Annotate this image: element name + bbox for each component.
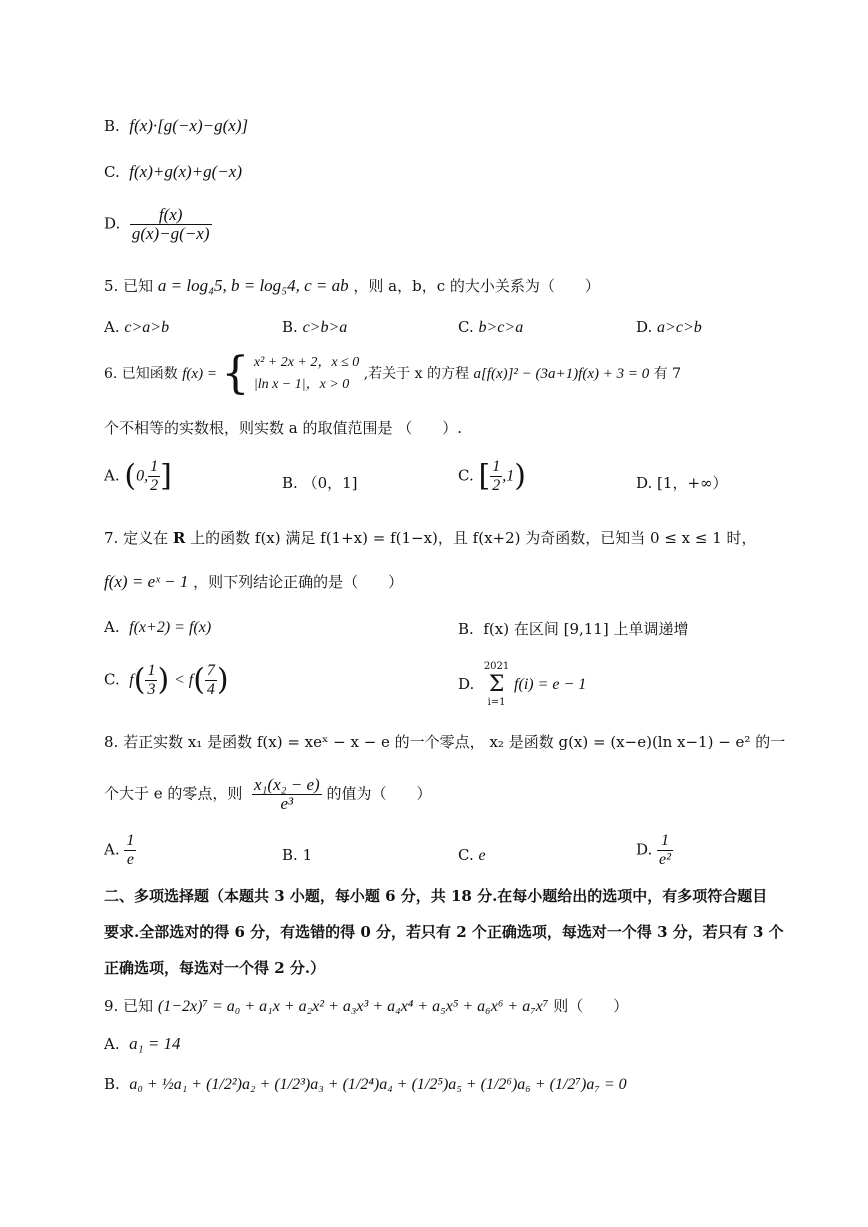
q6-piecewise: x² + 2x + 2，x ≤ 0 |ln x − 1|，x > 0 <box>253 355 360 392</box>
q5-option-c: C. b>c>a <box>458 318 524 336</box>
q8-stem-line2: 个大于 e 的零点，则 $\frac{\text{x₁(x₂ − e)}}{\text{e³}}$ 的值为（ ） <box>104 775 432 813</box>
q5-stem: 5. 已知 a = log₄5, b = log₅4, c = ab ，则 a，b，c 的大小关系为（ ） <box>104 276 600 295</box>
q7-option-d: D. 2021 Σ i=1 f(i) = e − 1 <box>458 661 587 708</box>
q6-equation: a[f(x)]² − (3a+1)f(x) + 3 = 0 <box>473 366 650 382</box>
q8-option-b: B. 1 <box>282 846 313 864</box>
section2-heading-line1: 二、多项选择题（本题共 3 小题，每小题 6 分，共 18 分.在每小题给出的选项中，有多项符合题目 <box>104 887 768 905</box>
q8-fraction: $\frac{\text{x₁(x₂ − e)}}{\text{e³}}$ <box>253 775 320 813</box>
section2-heading-line2: 要求.全部选对的得 6 分，有选错的得 0 分，若只有 2 个正确选项，每选对一个得 3 分，若只有 3 个 <box>104 923 784 941</box>
q7-option-c: C. f( $\frac{1}{3}$ ) < f( $\frac{7}{4}$ ) <box>104 662 229 698</box>
q4-option-b-expr: f(x)·[g(−x)−g(x)] <box>129 116 249 135</box>
q9-stem: 9. 已知 (1−2x)⁷ = a₀ + a₁x + a₂x² + a₃x³ + a₄x⁴ + a₅x⁵ + a₆x⁶ + a₇x⁷ 则（ ） <box>104 997 629 1015</box>
q8-option-a: A. $\frac{1}{e}$ <box>104 832 135 868</box>
q8-option-d: D. $\frac{1}{\text{e²}}$ <box>636 832 671 868</box>
q6-option-b: B. （0，1] <box>282 474 358 492</box>
q4-option-d: D. $\frac{f(x)}{g(x)-g(-x)}$ <box>104 205 210 243</box>
q6-option-d: D. [1，+∞） <box>636 474 728 492</box>
q4-option-d-fraction: $\frac{f(x)}{g(x)-g(-x)}$ <box>131 205 210 243</box>
section2-heading-line3: 正确选项，每选对一个得 2 分.） <box>104 959 326 977</box>
q7-option-b: B. f(x) 在区间 [9,11] 上单调递增 <box>458 620 689 638</box>
q7-stem: 7. 定义在 R 上的函数 f(x) 满足 f(1+x) = f(1−x)，且 f(x+2) 为奇函数，已知当 0 ≤ x ≤ 1 时， <box>104 529 757 547</box>
q9-expr: (1−2x)⁷ = a₀ + a₁x + a₂x² + a₃x³ + a₄x⁴ + a₅x⁵ + a₆x⁶ + a₇x⁷ <box>157 998 549 1015</box>
q6-option-a: A. (0, $\frac{1}{2}$ ] <box>104 458 172 494</box>
q7-option-a: A. f(x+2) = f(x) <box>104 618 212 636</box>
q4-option-c-expr: f(x)+g(x)+g(−x) <box>129 162 243 181</box>
q6-option-c: C. [ $\frac{1}{2}$ ,1) <box>458 458 526 494</box>
q9-option-a: A. a₁ = 14 <box>104 1034 181 1053</box>
q5-option-d: D. a>c>b <box>636 318 702 336</box>
q4-option-b: B. f(x)·[g(−x)−g(x)] <box>104 116 249 135</box>
q8-option-c: C. e <box>458 846 486 864</box>
sigma-sum: 2021 Σ i=1 <box>483 661 510 708</box>
q4-option-c: C. f(x)+g(x)+g(−x) <box>104 162 243 181</box>
q8-stem: 8. 若正实数 x₁ 是函数 f(x) = xeˣ − x − e 的一个零点， x₂ 是函数 g(x) = (x−e)(ln x−1) − e² 的一 <box>104 733 786 751</box>
q6-stem: 6. 已知函数 f(x) = { x² + 2x + 2，x ≤ 0 |ln x − 1|，x > 0 ,若关于 x 的方程 a[f(x)]² − (3a+1)f(x) + 3 = 0 有 7 <box>104 348 682 399</box>
q5-expr: a = log₄5, b = log₅4, c = ab <box>157 276 349 295</box>
q6-brace: { <box>221 348 250 399</box>
q9-option-b: B. a₀ + ½a₁ + (1/2²)a₂ + (1/2³)a₃ + (1/2⁴)a₄ + (1/2⁵)a₅ + (1/2⁶)a₆ + (1/2⁷)a₇ = 0 <box>104 1075 627 1093</box>
q6-stem-line2: 个不相等的实数根，则实数 a 的取值范围是 （ ）. <box>104 419 463 437</box>
q5-option-b: B. c>b>a <box>282 318 348 336</box>
q5-option-a: A. c>a>b <box>104 318 170 336</box>
q7-stem-line2: f(x) = eˣ − 1 ，则下列结论正确的是（ ） <box>104 572 404 591</box>
